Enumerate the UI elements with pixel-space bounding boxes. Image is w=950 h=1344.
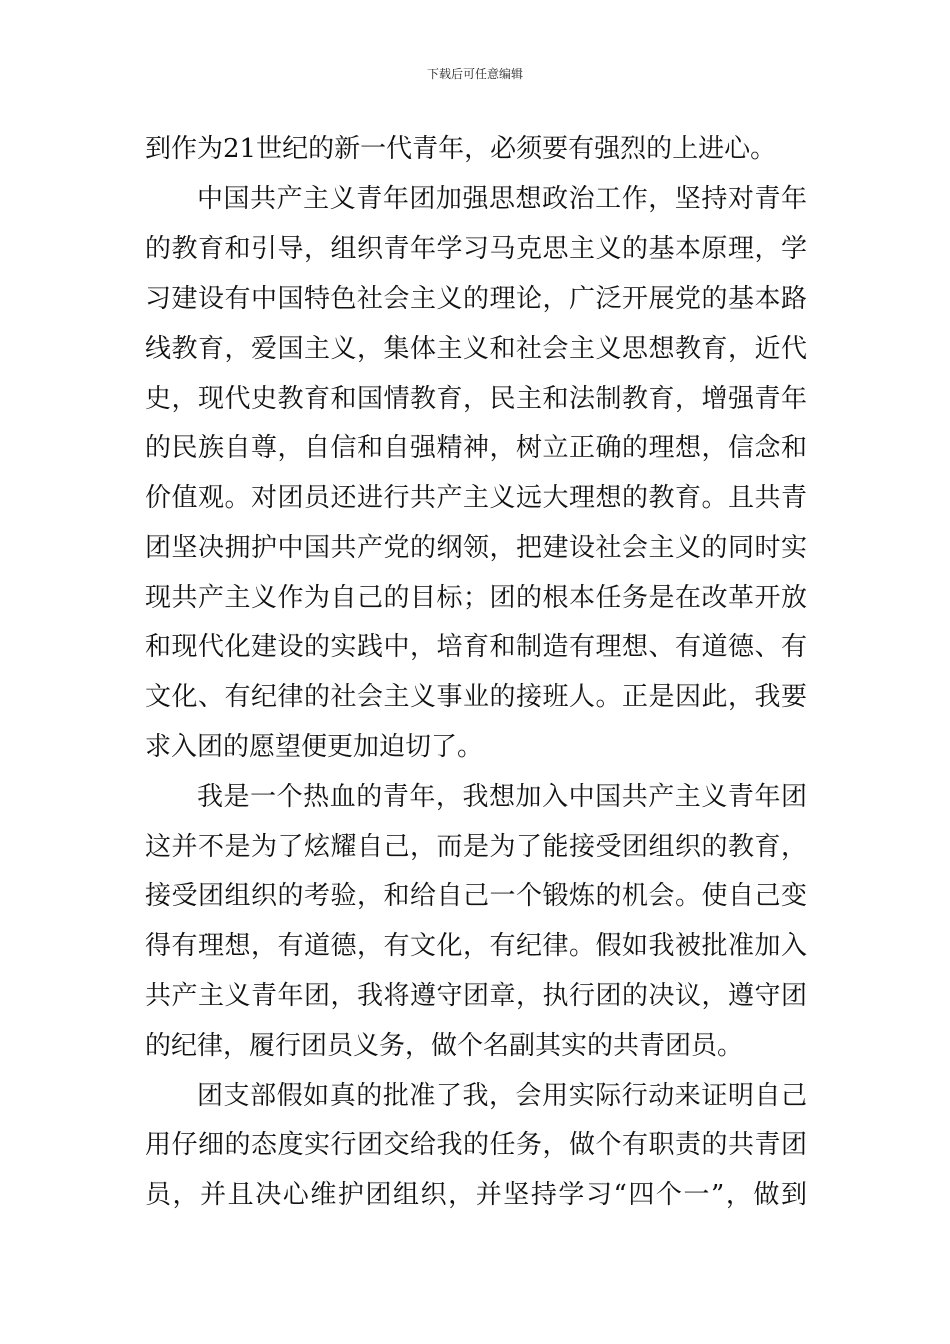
text-line: 的纪律，履行团员义务，做个名副其实的共青团员。 bbox=[145, 1031, 744, 1061]
text-line: 现共产主义作为自己的目标；团的根本任务是在改革开放 bbox=[145, 583, 807, 613]
text-line: 史，现代史教育和国情教育，民主和法制教育，增强青年 bbox=[145, 384, 807, 414]
text-line: 的民族自尊，自信和自强精神，树立正确的理想，信念和 bbox=[145, 433, 807, 463]
text-line: 用仔细的态度实行团交给我的任务，做个有职责的共青团 bbox=[145, 1130, 807, 1160]
text-line: 员，并且决心维护团组织，并坚持学习“四个一”，做到 bbox=[145, 1180, 807, 1210]
text-line: 团支部假如真的批准了我，会用实际行动来证明自己 bbox=[197, 1081, 807, 1111]
text-line: 团坚决拥护中国共产党的纲领，把建设社会主义的同时实 bbox=[145, 533, 807, 563]
text-line: 得有理想，有道德，有文化，有纪律。假如我被批准加入 bbox=[145, 931, 807, 961]
text-line: 接受团组织的考验，和给自己一个锻炼的机会。使自己变 bbox=[145, 881, 807, 911]
text-line: 线教育，爱国主义，集体主义和社会主义思想教育，近代 bbox=[145, 334, 807, 364]
text-line: 文化、有纪律的社会主义事业的接班人。正是因此，我要 bbox=[145, 682, 807, 712]
text-line: 这并不是为了炫耀自己，而是为了能接受团组织的教育， bbox=[145, 832, 807, 862]
text-line: 到作为21世纪的新一代青年，必须要有强烈的上进心。 bbox=[145, 134, 777, 164]
text-line: 习建设有中国特色社会主义的理论，广泛开展党的基本路 bbox=[145, 284, 807, 314]
page-header: 下载后可任意编辑 bbox=[426, 67, 523, 81]
text-line: 价值观。对团员还进行共产主义远大理想的教育。且共青 bbox=[145, 483, 807, 513]
text-line: 和现代化建设的实践中，培育和制造有理想、有道德、有 bbox=[145, 632, 807, 662]
text-line: 求入团的愿望便更加迫切了。 bbox=[145, 732, 484, 762]
text-line: 我是一个热血的青年，我想加入中国共产主义青年团 bbox=[197, 782, 807, 812]
text-line: 共产主义青年团，我将遵守团章，执行团的决议，遵守团 bbox=[145, 981, 807, 1011]
text-line: 中国共产主义青年团加强思想政治工作，坚持对青年 bbox=[197, 184, 807, 214]
text-line: 的教育和引导，组织青年学习马克思主义的基本原理，学 bbox=[145, 234, 807, 264]
